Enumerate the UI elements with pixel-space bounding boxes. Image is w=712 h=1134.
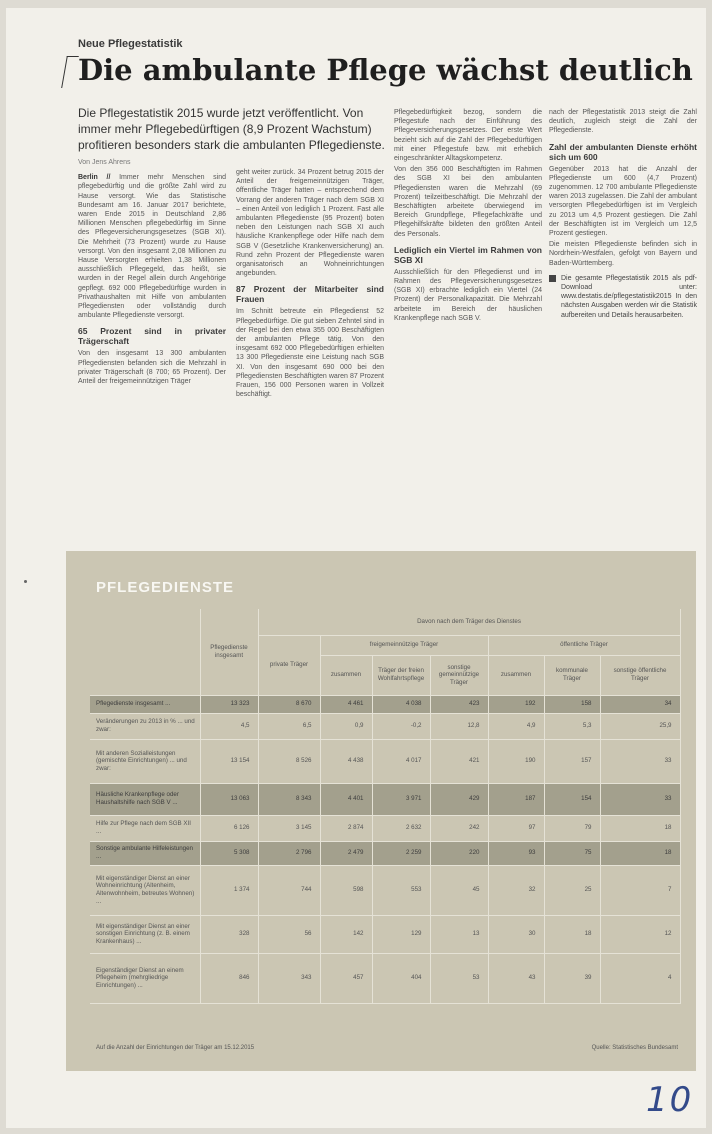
header-np-other: sonstige gemeinnützige Träger — [430, 655, 488, 695]
table-cell: 220 — [430, 841, 488, 865]
table-cell: 12,8 — [430, 713, 488, 739]
margin-dot — [24, 580, 27, 583]
table-cell: 6 126 — [200, 815, 258, 841]
col4-paragraph-1: nach der Pflegestatistik 2013 steigt die Zahl deutlich, zugleich steigt die Zahl der Pflegedienste. — [549, 109, 697, 135]
table-cell: 56 — [258, 915, 320, 953]
row-label: Eigenständiger Dienst an einem Pflegeheim (mehrgliedrige Einrichtungen) ... — [90, 953, 200, 1003]
table-cell: 93 — [488, 841, 544, 865]
table-cell: 3 145 — [258, 815, 320, 841]
row-label: Häusliche Krankenpflege oder Haushaltshilfe nach SGB V ... — [90, 783, 200, 815]
column-2 — [236, 168, 384, 543]
table-cell: 5 308 — [200, 841, 258, 865]
table-cell: 4,5 — [200, 713, 258, 739]
table-cell: 6,5 — [258, 713, 320, 739]
newspaper-page — [6, 8, 706, 1128]
table-cell: 4,9 — [488, 713, 544, 739]
table-row — [90, 713, 680, 739]
table-cell: 12 — [600, 915, 680, 953]
table-cell: 142 — [320, 915, 372, 953]
table-cell: 13 — [430, 915, 488, 953]
col3-paragraph-3: Ausschließlich für den Pflegedienst und im Rahmen des Pflegeversicherungsgesetzes (SGB XI) erbrachte lediglich ein Viertel (24 Prozent) der Personalkapazität. Die Mehrzahl arbeitete im Bereich der häuslichen Krankenpflege nach SGB V. — [394, 268, 542, 322]
row-label: Veränderungen zu 2013 in % ... und zwar: — [90, 713, 200, 739]
table-cell: 129 — [372, 915, 430, 953]
table-cell: 33 — [600, 783, 680, 815]
table-cell: 5,3 — [544, 713, 600, 739]
info-text: Die gesamte Pflegestatistik 2015 als pdf-Download unter: www.destatis.de/pflegestatistik2015 In den nächsten Ausgaben werden wir die Statistik aufbereiten und Details herausarbeiten. — [561, 274, 697, 319]
col1-text-1: Immer mehr Menschen sind pflegebedürftig und die größte Zahl wird zu Hause versorgt. Wie das Statistische Bundesamt am 16. Januar 2017 berichtete, waren Ende 2015 in Deutschland 2,86 Millionen Menschen pflegebedürftig im Sinne des Pflegeversicherungsgesetzes (SGB XI). Die Mehrheit (73 Prozent) wurde zu Hause versorgt. Von den insgesamt 2,08 Millionen zu Hause Versorgten erhielten 1,38 Millionen ausschließlich Pflegegeld, das heißt, sie wurden in der Regel allein durch Angehörige gepflegt. 692 000 Pflegebedürftige wurden in Privathaushalten mit Hilfe von ambulanten Pflegediensten oder vollständig durch ambulante Pflegedienste versorgt. — [78, 174, 226, 320]
table-cell: 7 — [600, 865, 680, 915]
table-cell: 404 — [372, 953, 430, 1003]
row-label: Mit eigenständiger Dienst an einer sonstigen Einrichtung (z. B. einem Krankenhaus) ... — [90, 915, 200, 953]
table-cell: 25 — [544, 865, 600, 915]
column-4 — [549, 108, 697, 538]
table-cell: 2 479 — [320, 841, 372, 865]
table-cell: 8 343 — [258, 783, 320, 815]
table-cell: 328 — [200, 915, 258, 953]
table-cell: 154 — [544, 783, 600, 815]
header-public: öffentliche Träger — [488, 635, 680, 655]
table-cell: 2 259 — [372, 841, 430, 865]
table-cell: 34 — [600, 695, 680, 713]
article-overline: Neue Pflegestatistik — [78, 38, 183, 50]
table-cell: 846 — [200, 953, 258, 1003]
header-np-total: zusammen — [320, 655, 372, 695]
table-cell: 18 — [544, 915, 600, 953]
table-cell: 744 — [258, 865, 320, 915]
table-cell: 18 — [600, 841, 680, 865]
header-private: private Träger — [258, 635, 320, 695]
table-cell: 25,9 — [600, 713, 680, 739]
header-np-welfare: Träger der freien Wohlfahrtspflege — [372, 655, 430, 695]
table-cell: 3 971 — [372, 783, 430, 815]
table-footnote: Auf die Anzahl der Einrichtungen der Träger am 15.12.2015 — [96, 1045, 255, 1051]
table-row — [90, 841, 680, 865]
header-pub-municipal: kommunale Träger — [544, 655, 600, 695]
header-by-owner: Davon nach dem Träger des Dienstes — [258, 609, 680, 635]
info-box — [549, 274, 697, 320]
table-cell: 2 796 — [258, 841, 320, 865]
table-cell: 423 — [430, 695, 488, 713]
table-cell: 13 063 — [200, 783, 258, 815]
table-row — [90, 865, 680, 915]
table-cell: 2 874 — [320, 815, 372, 841]
col4-subheading: Zahl der ambulanten Dienste erhöht sich um 600 — [549, 141, 697, 162]
table-cell: 192 — [488, 695, 544, 713]
table-cell: 97 — [488, 815, 544, 841]
table-cell: 4 — [600, 953, 680, 1003]
square-bullet-icon — [549, 275, 556, 282]
table-cell: 4 401 — [320, 783, 372, 815]
header-non-profit: freigemeinnützige Träger — [320, 635, 488, 655]
col1-paragraph-2: Von den insgesamt 13 300 ambulanten Pflegediensten befanden sich die Mehrzahl in privater Trägerschaft (8 700; 65 Prozent). Der Anteil der freigemeinnützigen Träger — [78, 350, 226, 386]
dateline: Berlin // — [78, 174, 111, 182]
table-cell: 75 — [544, 841, 600, 865]
table-cell: 2 632 — [372, 815, 430, 841]
row-label: Sonstige ambulante Hilfeleistungen ... — [90, 841, 200, 865]
table-cell: 43 — [488, 953, 544, 1003]
table-cell: 33 — [600, 739, 680, 783]
table-cell: 45 — [430, 865, 488, 915]
table-cell: 39 — [544, 953, 600, 1003]
article-headline: Die ambulante Pflege wächst deutlich — [78, 53, 693, 87]
table-cell: -0,2 — [372, 713, 430, 739]
col3-paragraph-1: Pflegebedürftigkeit bezog, sondern die Pflegestufe nach der Einführung des Pflegeversicherungsgesetzes. Der erste Wert bezieht sich auf die Zahl der Pflegebedürftigen mit einer Pflegestufe bzw. mit erheblich eingeschränkter Alltagskompetenz. — [394, 109, 542, 163]
col4-paragraph-2: Gegenüber 2013 hat die Anzahl der Pflegedienste um 600 (4,7 Prozent) zugenommen. 12 700 ambulante Pflegedienste waren 2013 zugelassen. Die Zahl der ambulant versorgten Pflegebedürftigen ist im Vergleich zu 2013 um 4,5 Prozent gestiegen. Die Zahl der Beschäftigten ist im Vergleich um 12,5 Prozent gestiegen. — [549, 165, 697, 238]
table-cell: 4 461 — [320, 695, 372, 713]
table-row — [90, 783, 680, 815]
table-cell: 18 — [600, 815, 680, 841]
table-title: PFLEGEDIENSTE — [96, 579, 235, 596]
table-cell: 598 — [320, 865, 372, 915]
table-cell: 343 — [258, 953, 320, 1003]
table-cell: 157 — [544, 739, 600, 783]
table-cell: 4 438 — [320, 739, 372, 783]
table-body — [90, 695, 680, 1003]
table-cell: 4 038 — [372, 695, 430, 713]
table-cell: 32 — [488, 865, 544, 915]
table-cell: 79 — [544, 815, 600, 841]
col2-subheading: 87 Prozent der Mitarbeiter sind Frauen — [236, 284, 384, 305]
col3-subheading: Lediglich ein Viertel im Rahmen von SGB XI — [394, 244, 542, 265]
table-cell: 158 — [544, 695, 600, 713]
statistics-table — [90, 609, 681, 1004]
article-lead: Die Pflegestatistik 2015 wurde jetzt veröffentlicht. Von immer mehr Pflegebedürftigen (8,9 Prozent Wachstum) profitieren besonders stark die ambulanten Pflegedienste. — [78, 106, 385, 152]
column-3 — [394, 108, 542, 538]
column-1 — [78, 158, 226, 543]
header-pub-total: zusammen — [488, 655, 544, 695]
hook-decoration — [61, 56, 79, 88]
table-cell: 187 — [488, 783, 544, 815]
table-row — [90, 695, 680, 713]
table-source: Quelle: Statistisches Bundesamt — [591, 1045, 678, 1051]
table-cell: 429 — [430, 783, 488, 815]
col2-paragraph-2: Im Schnitt betreute ein Pflegedienst 52 Pflegebedürftige. Die gut sieben Zehntel sind in der Regel bei den etwa 355 000 Beschäftigten der ambulanten Pflege tätig. Von den insgesamt 692 000 Pflegebedürftigen erhielten 13 300 Pflegedienste eine Leistung nach SGB XI. Von den insgesamt 690 000 bei den Pflegediensten Beschäftigten waren 87 Prozent Frauen, 156 000 Personen waren in Vollzeit beschäftigt. — [236, 308, 384, 399]
table-cell: 242 — [430, 815, 488, 841]
statistics-table-box — [66, 551, 696, 1071]
table-row — [90, 953, 680, 1003]
header-empty — [90, 609, 200, 695]
table-cell: 13 323 — [200, 695, 258, 713]
col4-paragraph-3: Die meisten Pflegedienste befinden sich in Nordrhein-Westfalen, gefolgt von Bayern und Baden-Württemberg. — [549, 241, 697, 267]
header-total: Pflegedienste insgesamt — [200, 609, 258, 695]
row-label: Mit eigenständiger Dienst an einer Wohneinrichtung (Altenheim, Altenwohnheim, betreutes Wohnen) ... — [90, 865, 200, 915]
table-cell: 190 — [488, 739, 544, 783]
table-cell: 457 — [320, 953, 372, 1003]
article-author: Von Jens Ahrens — [78, 159, 131, 166]
table-cell: 13 154 — [200, 739, 258, 783]
table-cell: 4 017 — [372, 739, 430, 783]
col3-paragraph-2: Von den 356 000 Beschäftigten im Rahmen des SGB XI bei den ambulanten Pflegediensten waren die Mehrzahl (69 Prozent) teilzeitbeschäftigt. Die Mehrzahl der Beschäftigten arbeitete überwiegend im Bereich Grundpflege, Pflegefachkräfte und Pflegehilfskräfte bildeten den größten Anteil des Personals. — [394, 166, 542, 238]
table-cell: 8 526 — [258, 739, 320, 783]
page-number: 10 — [646, 1080, 694, 1120]
col2-paragraph-1: geht weiter zurück. 34 Prozent betrug 2015 der Anteil der freigemeinnützigen Träger, öffentliche Träger hatten – entsprechend dem Vorrang der anderen Träger nach dem SGB XI – einen Anteil von lediglich 1 Prozent. Fast alle ambulanten Pflegedienste (95 Prozent) boten neben den Leistungen nach SGB XI auch häusliche Krankenpflege oder Hilfe nach dem SGB V (Gesetzliche Krankenversicherung) an. Rund zehn Prozent der Pflegedienste waren organisatorisch an Wohneinrichtungen angebunden. — [236, 169, 384, 278]
table-row — [90, 915, 680, 953]
row-label: Pflegedienste insgesamt ... — [90, 695, 200, 713]
header-pub-other: sonstige öffentliche Träger — [600, 655, 680, 695]
col1-subheading: 65 Prozent sind in privater Trägerschaft — [78, 326, 226, 347]
table-cell: 8 670 — [258, 695, 320, 713]
col1-paragraph-1 — [78, 173, 226, 320]
table-cell: 1 374 — [200, 865, 258, 915]
table-row — [90, 739, 680, 783]
table-cell: 0,9 — [320, 713, 372, 739]
table-row — [90, 815, 680, 841]
table-cell: 30 — [488, 915, 544, 953]
row-label: Hilfe zur Pflege nach dem SGB XII ... — [90, 815, 200, 841]
table-cell: 553 — [372, 865, 430, 915]
row-label: Mit anderen Sozialleistungen (gemischte Einrichtungen) ... und zwar: — [90, 739, 200, 783]
table-cell: 53 — [430, 953, 488, 1003]
table-cell: 421 — [430, 739, 488, 783]
